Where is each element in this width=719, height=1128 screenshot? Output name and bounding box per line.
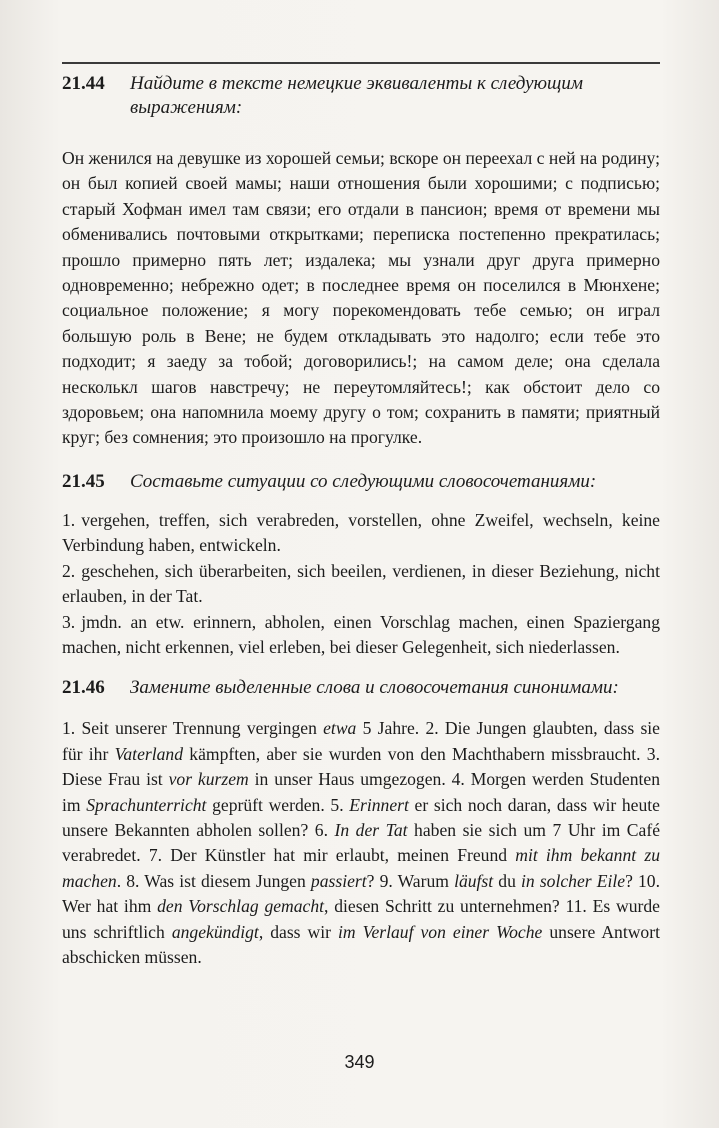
- exercise-number: 21.45: [62, 470, 105, 492]
- exercise-title: Составьте ситуации со следующими словосочетаниями:: [130, 470, 597, 492]
- exercise-21-44: [62, 72, 660, 451]
- text-run: in unser Haus umgezogen. 4. Morgen werden Studenten im: [62, 769, 660, 815]
- highlighted-phrase: Sprachunterricht: [86, 794, 207, 815]
- highlighted-phrase: den Vorschlag gemacht: [157, 896, 325, 917]
- list-item: [62, 610, 660, 661]
- exercise-21-45: [62, 470, 660, 660]
- text-run: , dass wir: [258, 921, 339, 942]
- list-item: [62, 559, 660, 610]
- text-run: . 8. Was ist diesem Jungen: [116, 870, 311, 891]
- text-run: haben sie sich um 7 Uhr im Café verabredet. 7. Der Künstler hat mir erlaubt, meinen Freund: [62, 819, 661, 866]
- highlighted-phrase: passiert: [310, 870, 367, 891]
- item-number: 1.: [62, 509, 76, 530]
- item-text: jmdn. an etw. erinnern, abholen, einen Vorschlag machen, einen Spaziergang machen, nicht erkennen, viel erleben, bei dieser Gelegenheit, sich niederlassen.: [62, 611, 660, 657]
- text-run: ? 9. Warum: [366, 870, 455, 891]
- text-run: du: [493, 870, 522, 891]
- highlighted-phrase: angekündigt: [171, 921, 259, 942]
- page-number: 349: [344, 1052, 375, 1072]
- exercise-title: Замените выделенные слова и словосочетания синонимами:: [130, 677, 619, 699]
- highlighted-phrase: vor kurzem: [168, 769, 249, 790]
- highlighted-phrase: In der Tat: [334, 819, 408, 840]
- text-run: 5 Jahre. 2. Die Jungen glaubten, dass sie für ihr: [62, 718, 660, 764]
- text-run: , diesen Schritt zu unternehmen? 11. Es wurde uns schriftlich: [62, 896, 660, 942]
- text-run: unsere Antwort abschicken müssen.: [62, 921, 660, 967]
- exercise-body: Он женился на девушке из хорошей семьи; вскоре он переехал с ней на родину; он был копией своей мамы; наши отношения были хорошими; с подписью; старый Хофман имел там связи; его отдали в пансион; время от времени мы обменивались почтовыми открытками; переписка постепенно прекратилась; прошло примерно пять лет; издалека; мы узнали друг друга примерно одновременно; небрежно одет; в последнее время он поселился в Мюнхене; социальное положение; я могу порекомендовать тебе семью; он играл большую роль в Вене; не будем откладывать это надолго; если тебе это подходит; я заеду за тобой; договорились!; на самом деле; она сделала несколькл шагов навстречу; не переутомляйтесь!; как обстоит дело со здоровьем; она напомнила моему другу о том; сохранить в памяти; приятный круг; без сомнения; это произошло на прогулке.: [62, 148, 660, 448]
- text-run: 1. Seit unserer Trennung vergingen: [62, 718, 324, 739]
- exercise-body: [62, 508, 660, 660]
- exercise-number: 21.46: [62, 677, 105, 699]
- item-number: 2.: [62, 560, 76, 581]
- highlighted-phrase: etwa: [323, 718, 357, 739]
- text-run: er sich noch daran, dass wir heute unsere Bekannten abholen sollen? 6.: [62, 794, 660, 840]
- exercise-body: [62, 716, 660, 970]
- highlighted-phrase: Vaterland: [114, 743, 184, 764]
- exercise-number: 21.44: [62, 73, 105, 94]
- highlighted-phrase: mit ihm bekannt zu machen: [62, 845, 660, 891]
- highlighted-phrase: läufst: [454, 870, 494, 891]
- exercise-heading: [62, 676, 660, 700]
- text-run: ? 10. Wer hat ihm: [62, 870, 661, 917]
- highlighted-phrase: in solcher Eile: [521, 870, 626, 891]
- exercise-21-46: [62, 676, 660, 970]
- highlighted-phrase: Erinnert: [349, 794, 409, 815]
- item-number: 3.: [62, 611, 76, 632]
- exercise-heading: [62, 72, 660, 120]
- list-item: [62, 508, 660, 559]
- page-content: [62, 72, 660, 970]
- item-text: vergehen, treffen, sich verabreden, vorstellen, ohne Zweifel, wechseln, keine Verbindung haben, entwickeln.: [62, 509, 660, 556]
- exercise-heading: [62, 470, 660, 494]
- exercise-title: Найдите в тексте немецкие эквиваленты к следующим выражениям:: [130, 73, 583, 118]
- text-run: geprüft werden. 5.: [206, 794, 350, 815]
- item-text: geschehen, sich überarbeiten, sich beeilen, verdienen, in dieser Beziehung, nicht erlauben, in der Tat.: [62, 560, 660, 607]
- top-rule: [62, 62, 660, 64]
- text-run: kämpften, aber sie wurden von den Machthabern missbraucht. 3. Diese Frau ist: [62, 743, 661, 790]
- highlighted-phrase: im Verlauf von einer Woche: [338, 921, 543, 942]
